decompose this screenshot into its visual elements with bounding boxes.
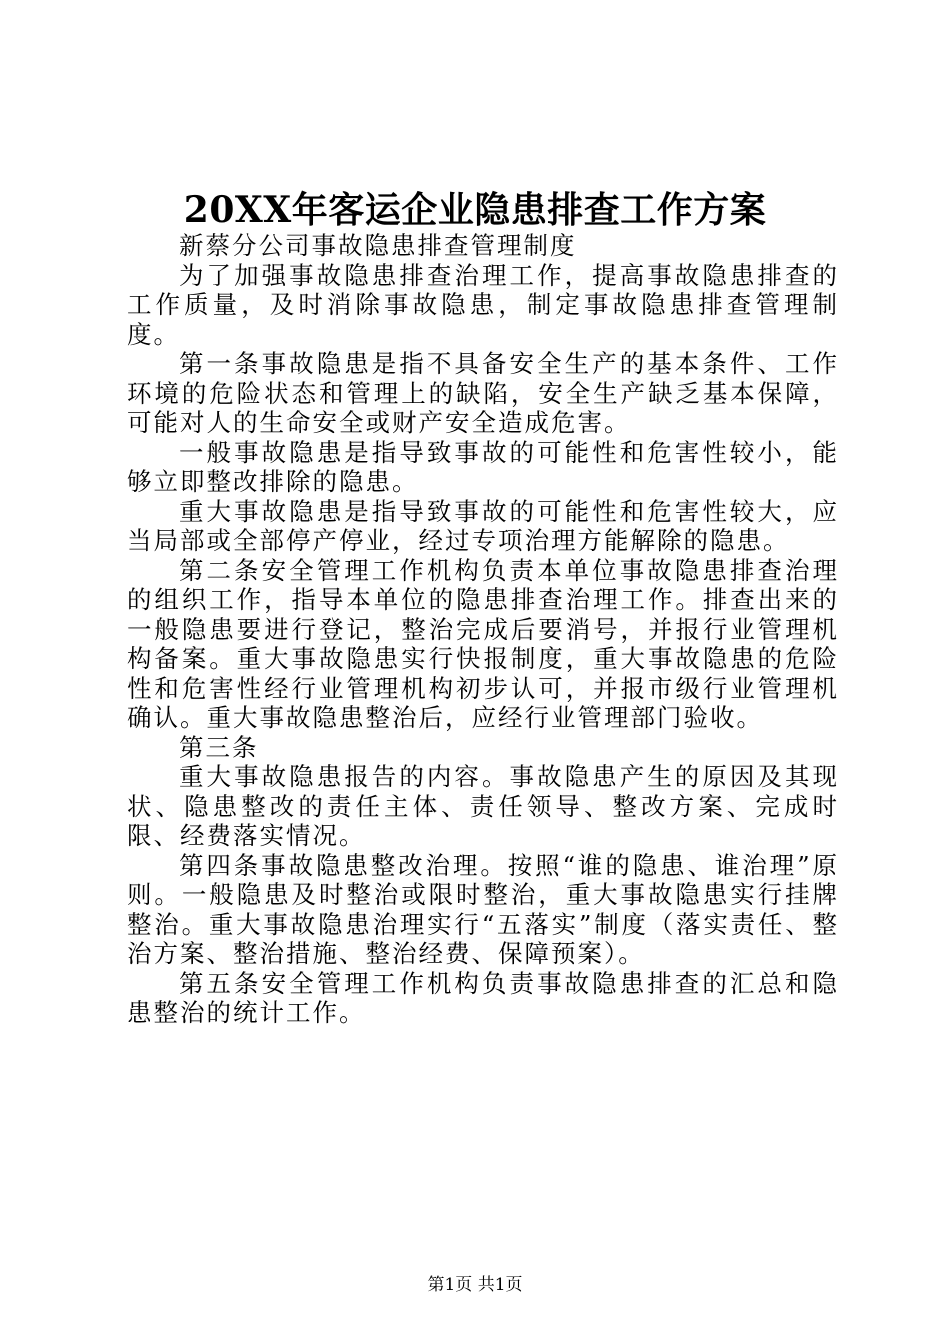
paragraph-major-hazard: 重大事故隐患是指导致事故的可能性和危害性较大，应当局部或全部停产停业，经过专项治理方能解除的隐患。 <box>127 496 839 555</box>
paragraph-article-3: 重大事故隐患报告的内容。事故隐患产生的原因及其现状、隐患整改的责任主体、责任领导、整改方案、完成时限、经费落实情况。 <box>127 762 839 850</box>
document-title: 20XX年客运企业隐患排查工作方案 <box>183 189 767 231</box>
paragraph-article-3-heading: 第三条 <box>179 732 259 762</box>
paragraph-article-4: 第四条事故隐患整改治理。按照“谁的隐患、谁治理”原则。一般隐患及时整治或限时整治，重大事故隐患实行挂牌整治。重大事故隐患治理实行“五落实”制度（落实责任、整治方案、整治措施、整治经费、保障预案）。 <box>127 850 839 968</box>
paragraph-subtitle: 新蔡分公司事故隐患排查管理制度 <box>179 231 577 260</box>
paragraph-intro: 为了加强事故隐患排查治理工作，提高事故隐患排查的工作质量，及时消除事故隐患，制定事故隐患排查管理制度。 <box>127 260 839 349</box>
document-body <box>127 231 839 1028</box>
paragraph-article-1: 第一条事故隐患是指不具备安全生产的基本条件、工作环境的危险状态和管理上的缺陷，安全生产缺乏基本保障，可能对人的生命安全或财产安全造成危害。 <box>127 349 839 437</box>
paragraph-article-2: 第二条安全管理工作机构负责本单位事故隐患排查治理的组织工作，指导本单位的隐患排查治理工作。排查出来的一般隐患要进行登记，整治完成后要消号，并报行业管理机构备案。重大事故隐患实行快报制度，重大事故隐患的危险性和危害性经行业管理机构初步认可，并报市级行业管理机确认。重大事故隐患整治后，应经行业管理部门验收。 <box>127 555 839 732</box>
page-footer: 第1页 共1页 <box>427 1275 523 1295</box>
paragraph-article-5: 第五条安全管理工作机构负责事故隐患排查的汇总和隐患整治的统计工作。 <box>127 968 839 1027</box>
paragraph-general-hazard: 一般事故隐患是指导致事故的可能性和危害性较小，能够立即整改排除的隐患。 <box>127 437 839 496</box>
